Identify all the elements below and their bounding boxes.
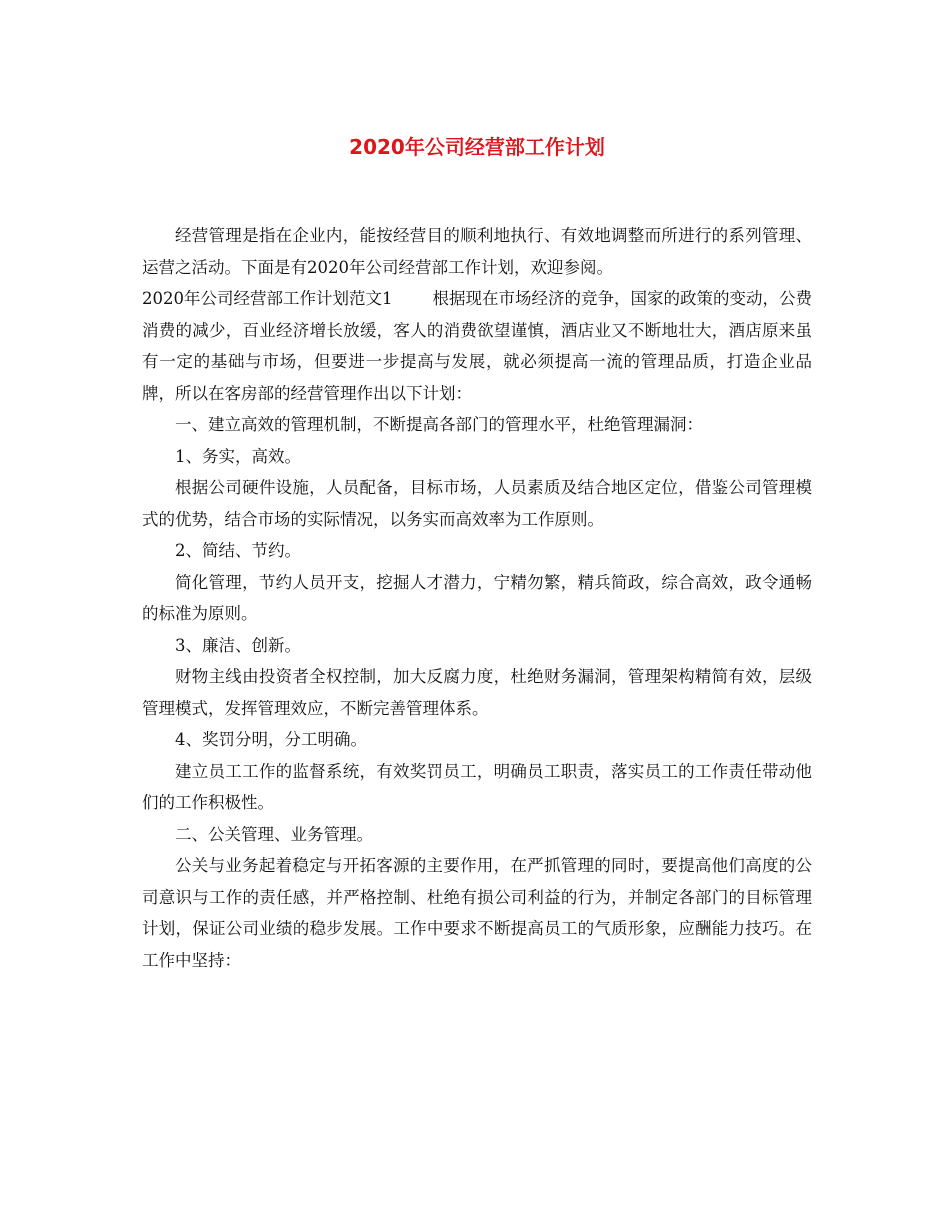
paragraph-section-1: 一、建立高效的管理机制，不断提高各部门的管理水平，杜绝管理漏洞： [175,415,703,434]
paragraph-item-4: 4、奖罚分明，分工明确。 [175,730,367,749]
paragraph-sample-heading [142,283,812,409]
sample-heading-label: 2020年公司经营部工作计划范文1 [142,289,393,308]
paragraph-item-1-body: 根据公司硬件设施，人员配备，目标市场，人员素质及结合地区定位，借鉴公司管理模式的优势，结合市场的实际情况，以务实而高效率为工作原则。 [142,478,812,529]
paragraph-intro: 经营管理是指在企业内，能按经营目的顺利地执行、有效地调整而所进行的系列管理、运营之活动。下面是有2020年公司经营部工作计划，欢迎参阅。 [142,226,812,277]
paragraph-section-2-body: 公关与业务起着稳定与开拓客源的主要作用，在严抓管理的同时，要提高他们高度的公司意识与工作的责任感，并严格控制、杜绝有损公司利益的行为，并制定各部门的目标管理计划，保证公司业绩的稳步发展。工作中要求不断提高员工的气质形象，应酬能力技巧。在工作中坚持： [142,856,812,970]
document-page [142,0,812,1230]
document-title: 2020年公司经营部工作计划 [349,135,605,159]
document-body [142,220,812,976]
paragraph-section-2: 二、公关管理、业务管理。 [175,824,373,844]
paragraph-item-3: 3、廉洁、创新。 [175,635,301,655]
paragraph-item-4-body: 建立员工工作的监督系统，有效奖罚员工，明确员工职责，落实员工的工作责任带动他们的工作积极性。 [142,761,812,812]
paragraph-item-1: 1、务实，高效。 [175,446,301,466]
paragraph-item-2: 2、简结、节约。 [175,541,301,560]
paragraph-item-3-body: 财物主线由投资者全权控制，加大反腐力度，杜绝财务漏洞，管理架构精简有效，层级管理模式，发挥管理效应，不断完善管理体系。 [142,667,812,718]
sample-heading-text: 根据现在市场经济的竞争，国家的政策的变动，公费消费的减少，百业经济增长放缓，客人的消费欲望谨慎，酒店业又不断地壮大，酒店原来虽有一定的基础与市场，但要进一步提高与发展，就必须提高一流的管理品质，打造企业品牌，所以在客房部的经营管理作出以下计划： [142,289,812,403]
paragraph-item-2-body: 简化管理，节约人员开支，挖掘人才潜力，宁精勿繁，精兵简政，综合高效，政令通畅的标准为原则。 [142,572,812,623]
